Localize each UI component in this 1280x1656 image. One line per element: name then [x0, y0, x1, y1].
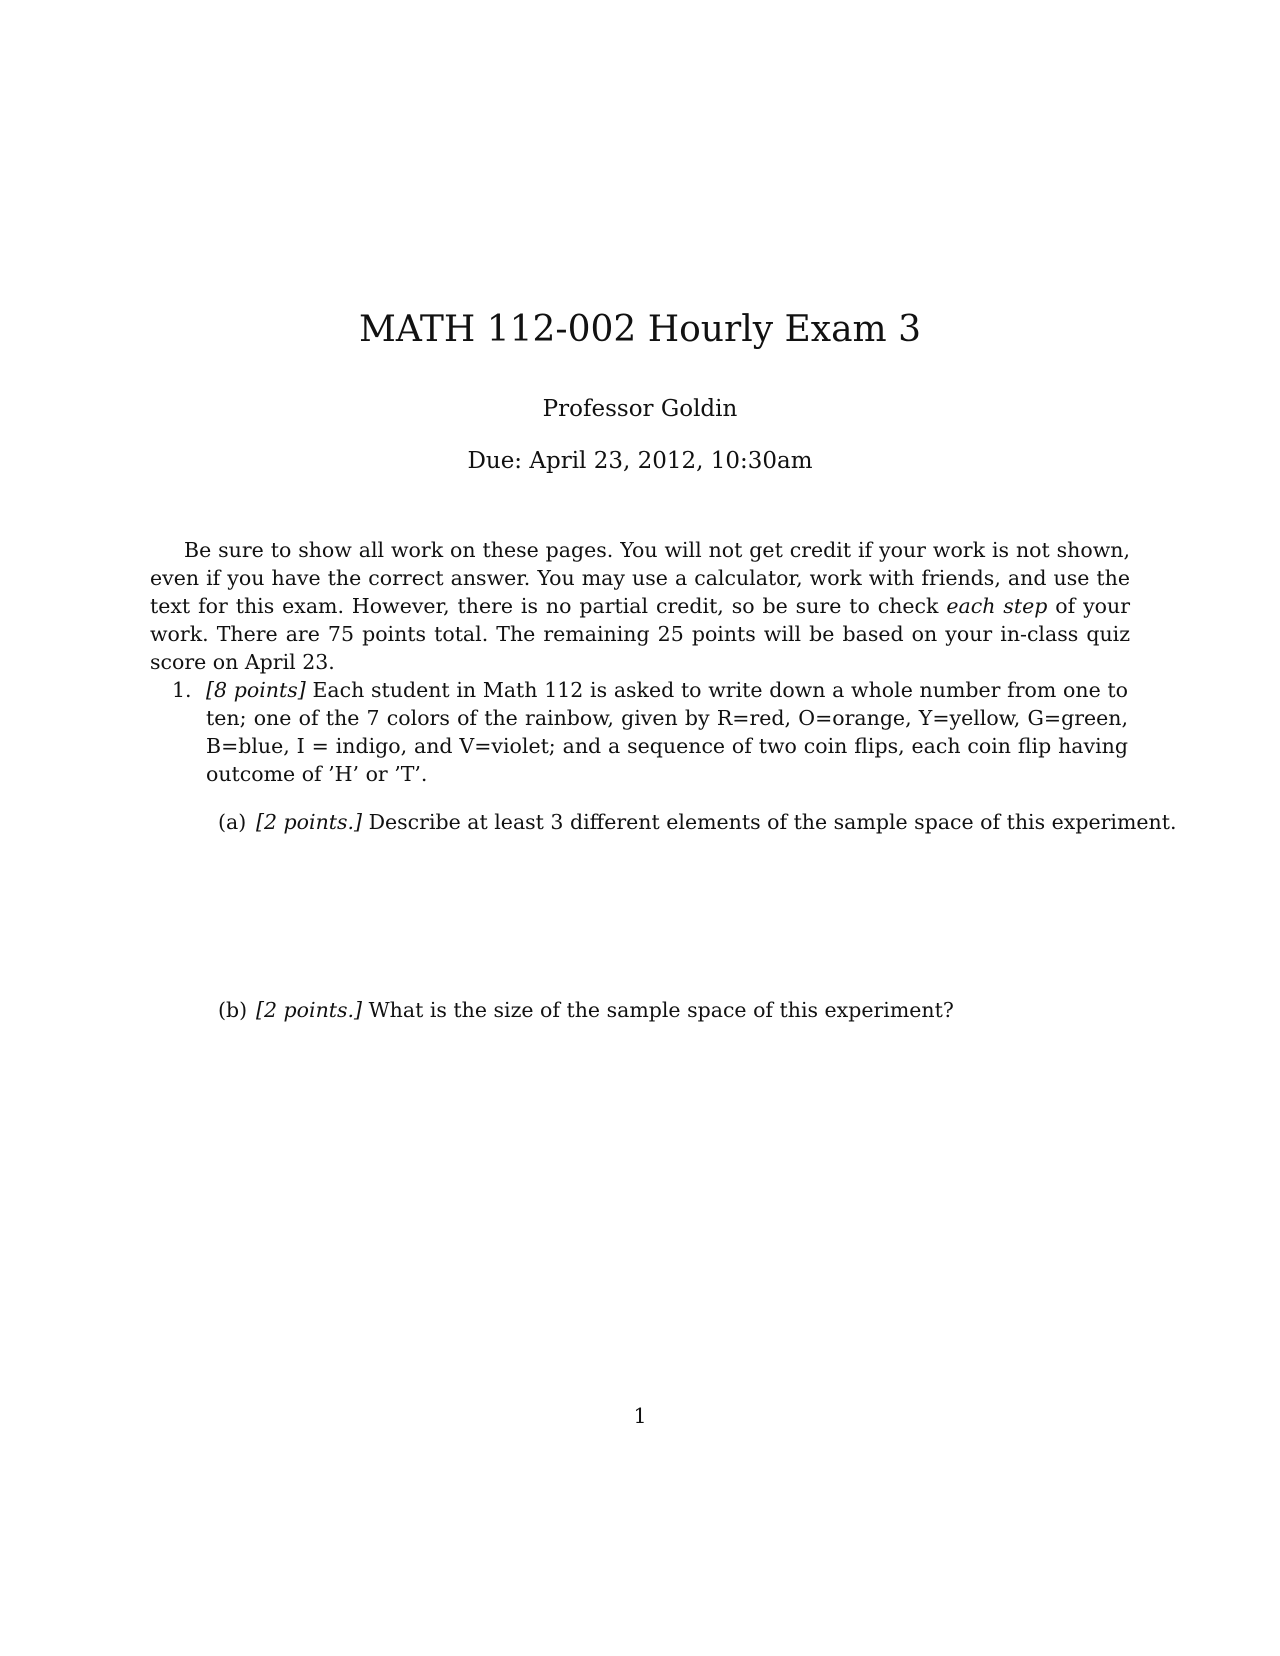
problem-statement [206, 676, 1128, 788]
part-label: (a) [218, 810, 247, 834]
problem-number: 1. [172, 678, 192, 702]
part-statement [256, 808, 1177, 836]
exam-title: MATH 112-002 Hourly Exam 3 [358, 309, 922, 350]
part-text: Describe at least 3 different elements of the sample space of this experiment. [362, 810, 1177, 834]
problem-points: [8 points] [206, 678, 306, 702]
due-date: Due: April 23, 2012, 10:30am [467, 448, 813, 474]
instructions-text-1: Be sure to show all work on these pages. You will not get credit if your work is not shown, even if you have the correct answer. You may use a calculator, work with friends, and use the text for this exam. However, there is no partial credit, so be sure to check [150, 538, 1130, 618]
page-number: 1 [633, 1404, 647, 1428]
problem-text: Each student in Math 112 is asked to write down a whole number from one to ten; one of the 7 colors of the rainbow, given by R=red, O=orange, Y=yellow, G=green, B=blue, I = indigo, and V=violet; and a sequence of two coin flips, each coin flip having outcome of ’H’ or ’T’. [206, 678, 1128, 786]
instructions-text-2: of your work. There are 75 points total. The remaining 25 points will be based on your in-class quiz score on April 23. [150, 594, 1131, 674]
part-text: What is the size of the sample space of this experiment? [362, 998, 954, 1022]
part-label: (b) [218, 998, 248, 1022]
instructions-paragraph [150, 536, 1130, 676]
part-statement [256, 996, 1128, 1024]
author-name: Professor Goldin [542, 396, 738, 422]
part-points: [2 points.] [256, 810, 363, 834]
instructions-emphasis: each step [946, 594, 1048, 618]
part-points: [2 points.] [256, 998, 363, 1022]
